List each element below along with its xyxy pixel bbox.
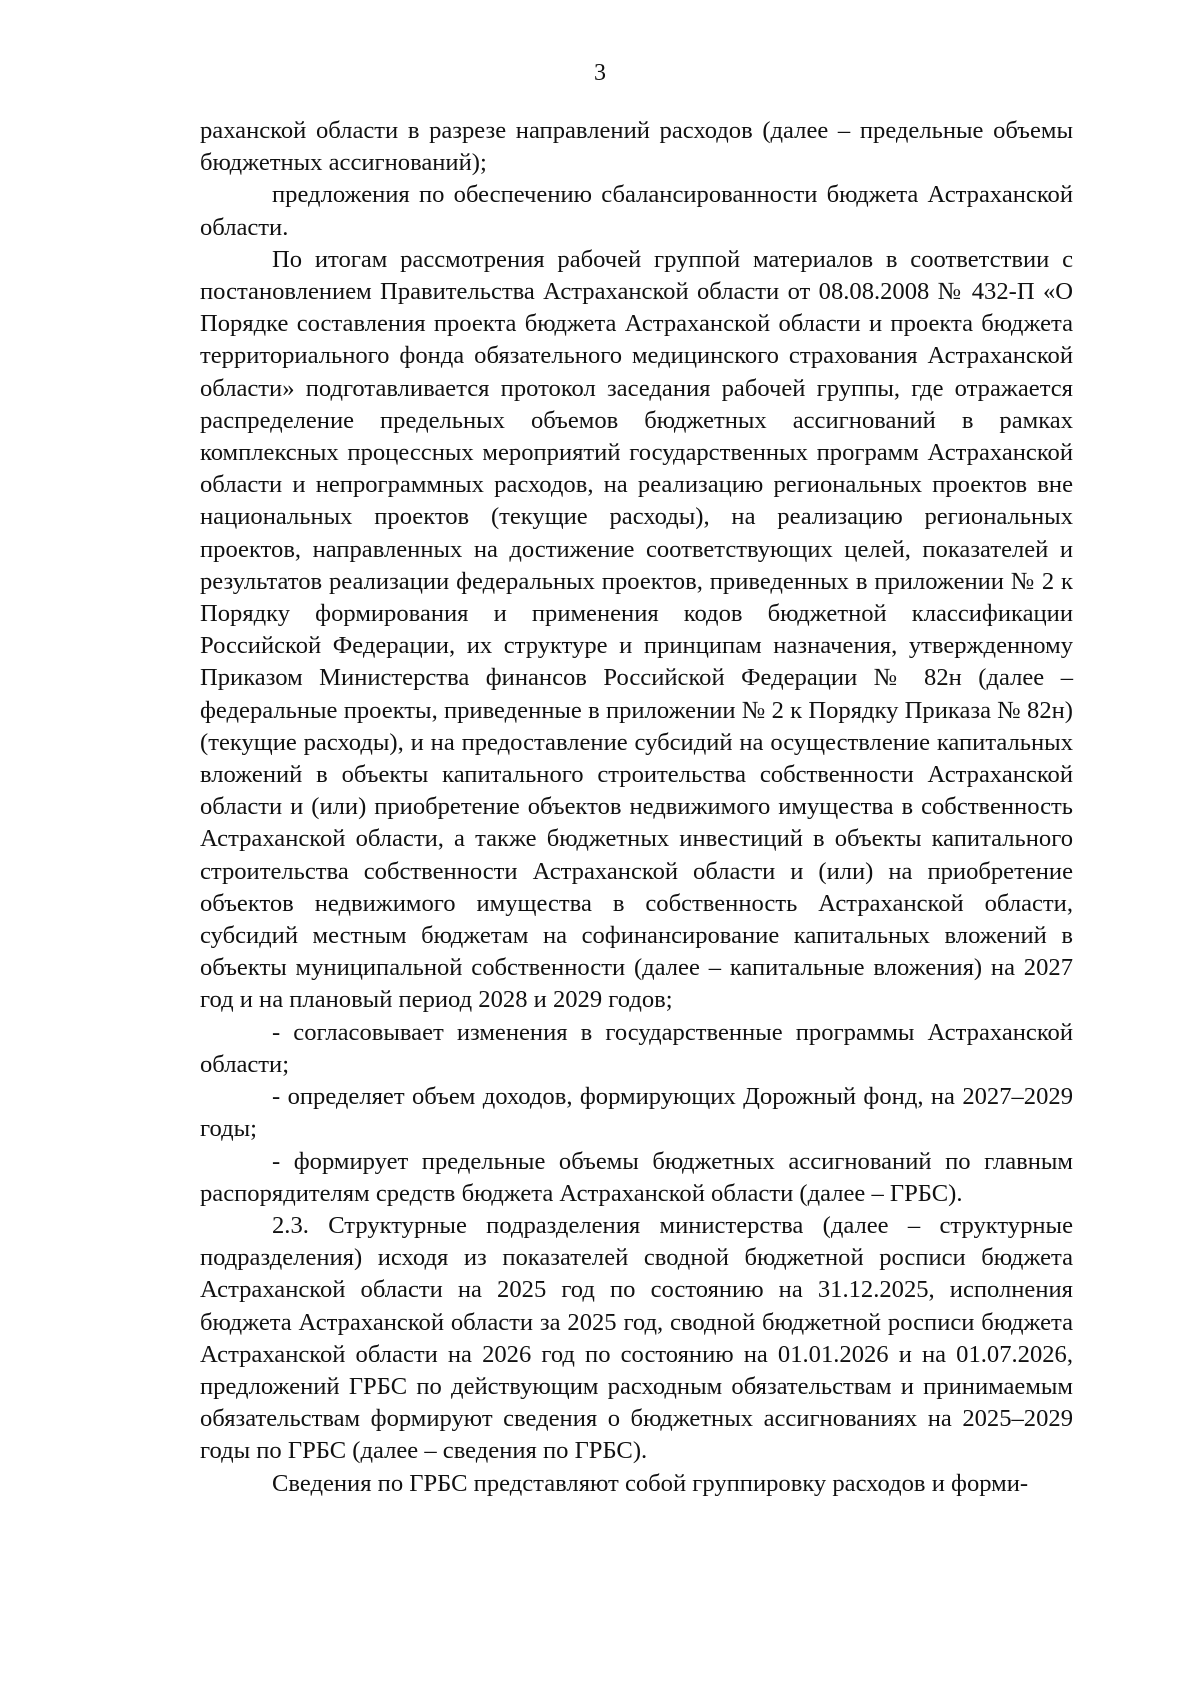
paragraph-grbs-info: Сведения по ГРБС представляют собой группировку расходов и форми- — [272, 1469, 1029, 1497]
list-item-road-fund-revenues: - определяет объем доходов, формирующих Дорожный фонд, на 2027–2029 годы; — [200, 1083, 1073, 1143]
page-number: 3 — [594, 60, 606, 86]
document-body — [200, 115, 1073, 1500]
list-item-budget-limits: - формирует предельные объемы бюджетных ассигнований по главным распорядителям средств бюджета Астраханской области (далее – ГРБС). — [200, 1147, 1073, 1207]
paragraph-working-group-results: По итогам рассмотрения рабочей группой материалов в соответствии с постановлением Правительства Астраханской области от 08.08.2008 № 432-П «О Порядке составления проекта бюджета Астраханской области и проекта бюджета территориального фонда обязательного медицинского страхования Астраханской области» подготавливается протокол заседания рабочей группы, где отражается распределение предельных объемов бюджетных ассигнований в рамках комплексных процессных мероприятий государственных программ Астраханской области и непрограммных расходов, на реализацию региональных проектов вне национальных проектов (текущие расходы), на реализацию региональных проектов, направленных на достижение соответствующих целей, показателей и результатов реализации федеральных проектов, приведенных в приложении № 2 к Порядку формирования и применения кодов бюджетной классификации Российской Федерации, их структуре и принципам назначения, утвержденному Приказом Министерства финансов Российской Федерации № 82н (далее – федеральные проекты, приведенные в приложении № 2 к Порядку Приказа № 82н) (текущие расходы), и на предоставление субсидий на осуществление капитальных вложений в объекты капитального строительства собственности Астраханской области и (или) приобретение объектов недвижимого имущества в собственность Астраханской области, а также бюджетных инвестиций в объекты капитального строительства собственности Астраханской области и (или) на приобретение объектов недвижимого имущества в собственность Астраханской области, субсидий местным бюджетам на софинансирование капитальных вложений в объекты муниципальной собственности (далее – капитальные вложения) на 2027 год и на плановый период 2028 и 2029 годов; — [200, 245, 1073, 1014]
paragraph-balance-proposals: предложения по обеспечению сбалансированности бюджета Астраханской области. — [200, 181, 1073, 241]
paragraph-section-2-3: 2.3. Структурные подразделения министерства (далее – структурные подразделения) исходя из показателей сводной бюджетной росписи бюджета Астраханской области на 2025 год по состоянию на 31.12.2025, исполнения бюджета Астраханской области за 2025 год, сводной бюджетной росписи бюджета Астраханской области на 2026 год по состоянию на 01.01.2026 и на 01.07.2026, предложений ГРБС по действующим расходным обязательствам и принимаемым обязательствам формируют сведения о бюджетных ассигнованиях на 2025–2029 годы по ГРБС (далее – сведения по ГРБС). — [200, 1211, 1073, 1465]
list-item-approve-program-changes: - согласовывает изменения в государственные программы Астраханской области; — [200, 1018, 1073, 1078]
paragraph-continuation: раханской области в разрезе направлений расходов (далее – предельные объемы бюджетных ассигнований); — [200, 117, 1073, 177]
